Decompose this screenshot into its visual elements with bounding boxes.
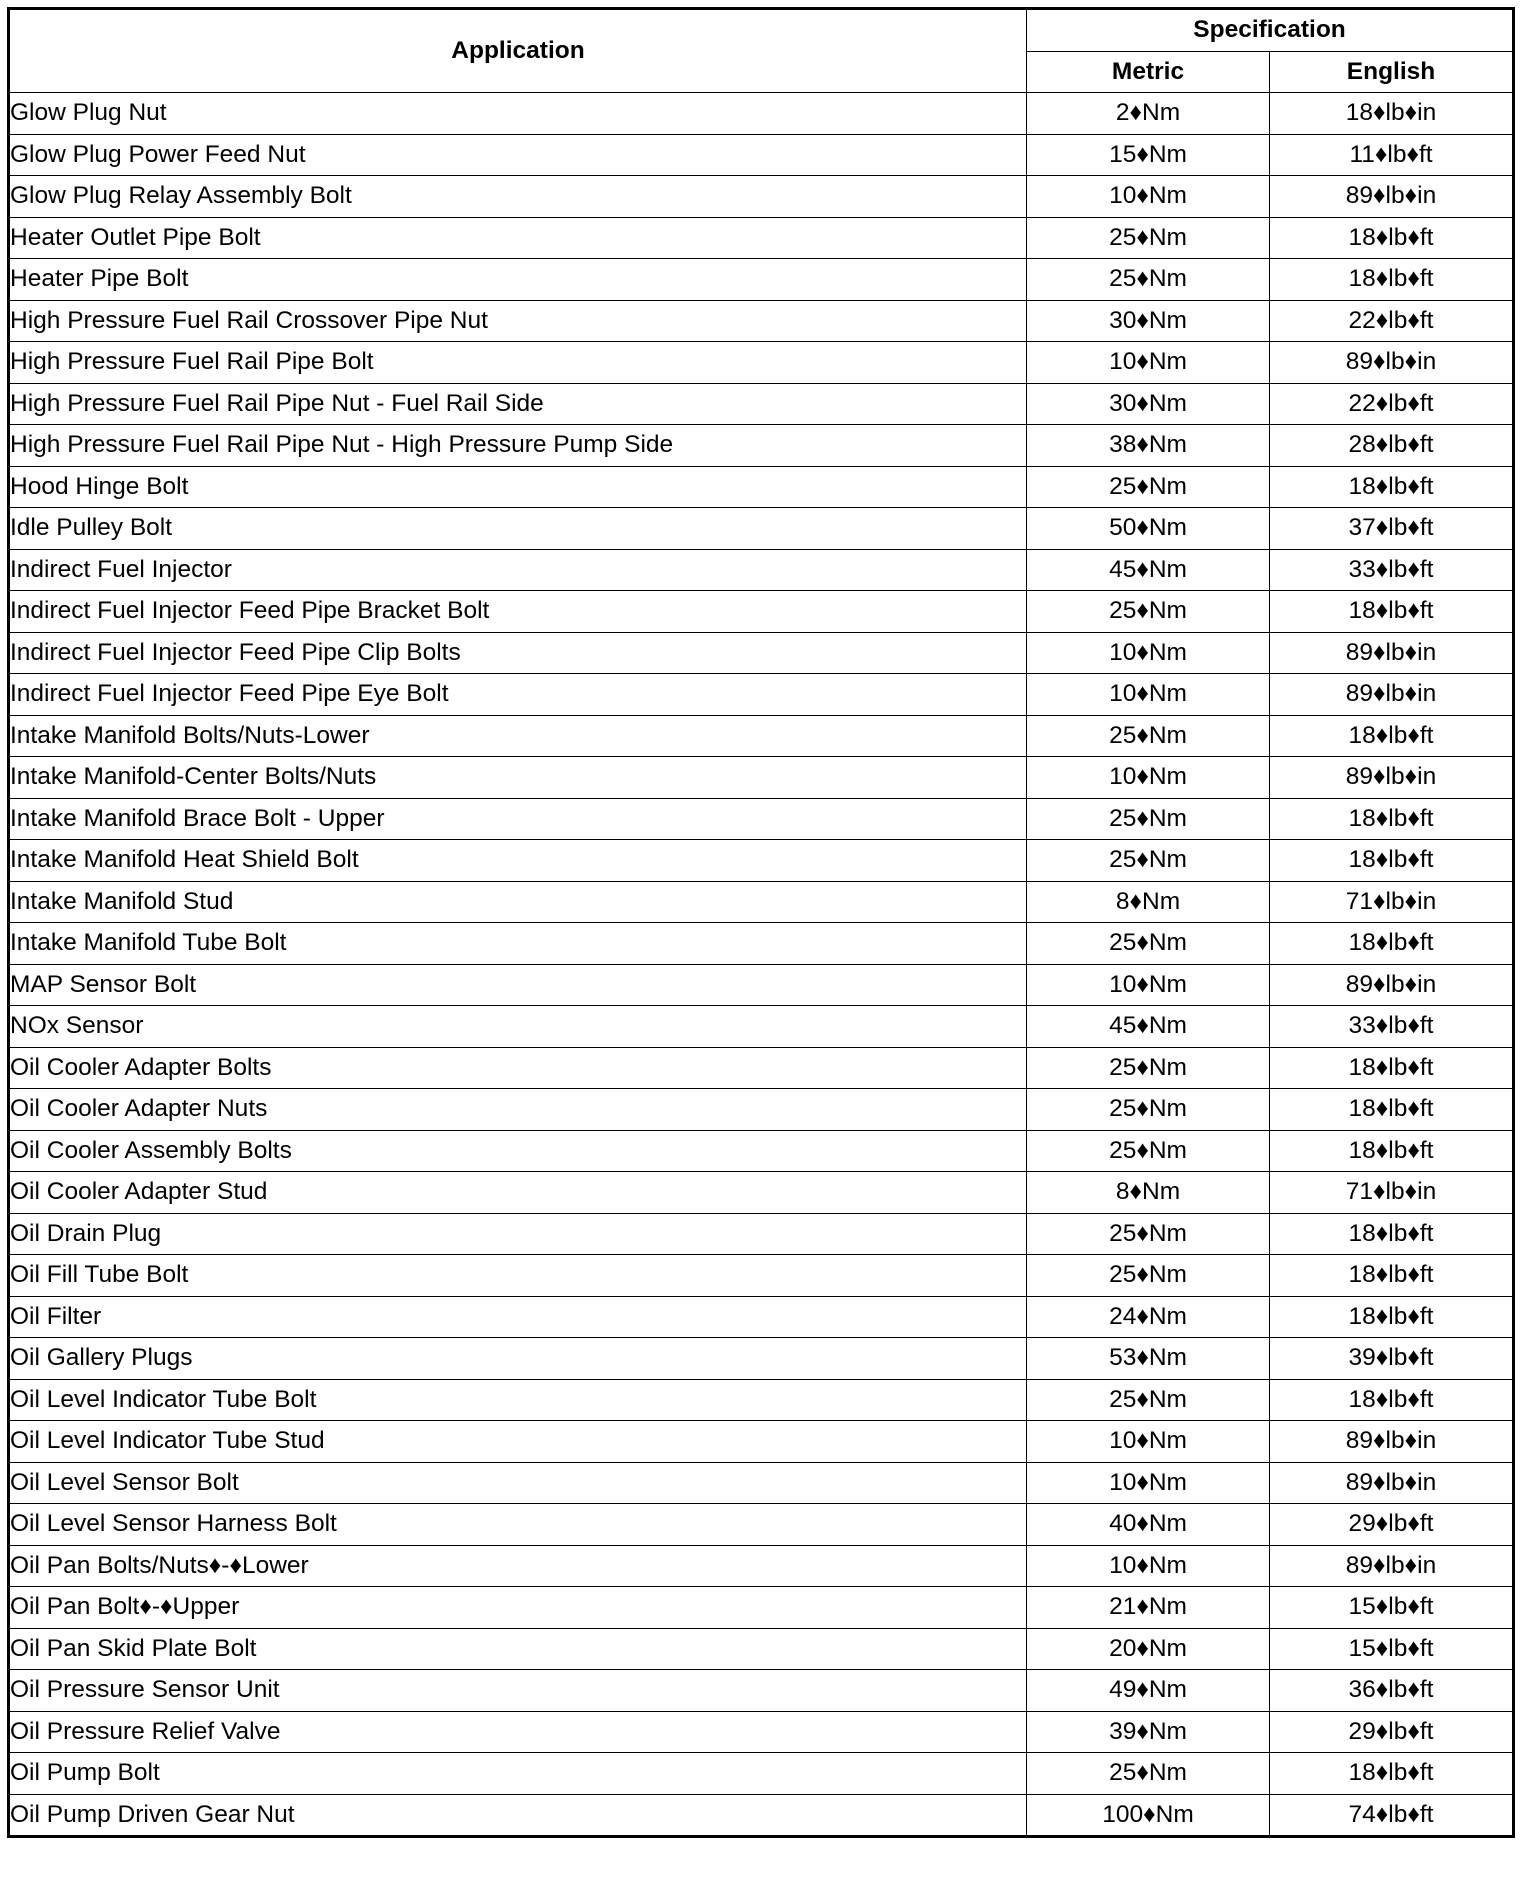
application-cell: Oil Cooler Assembly Bolts [9,1130,1027,1172]
table-row [9,1296,1514,1338]
english-cell: 15♦lb♦ft [1270,1628,1514,1670]
english-cell: 89♦lb♦in [1270,964,1514,1006]
metric-cell: 100♦Nm [1027,1794,1270,1837]
english-cell: 29♦lb♦ft [1270,1504,1514,1546]
metric-cell: 25♦Nm [1027,840,1270,882]
english-cell: 33♦lb♦ft [1270,549,1514,591]
application-cell: Glow Plug Nut [9,93,1027,135]
application-cell: Oil Drain Plug [9,1213,1027,1255]
english-cell: 18♦lb♦ft [1270,259,1514,301]
metric-cell: 10♦Nm [1027,757,1270,799]
table-row [9,1462,1514,1504]
metric-cell: 10♦Nm [1027,632,1270,674]
application-cell: Indirect Fuel Injector Feed Pipe Bracket Bolt [9,591,1027,633]
english-cell: 89♦lb♦in [1270,1462,1514,1504]
metric-cell: 10♦Nm [1027,674,1270,716]
table-row [9,591,1514,633]
application-cell: Oil Level Indicator Tube Bolt [9,1379,1027,1421]
table-row [9,1255,1514,1297]
english-cell: 39♦lb♦ft [1270,1338,1514,1380]
application-cell: Oil Pressure Relief Valve [9,1711,1027,1753]
torque-spec-sheet [7,7,1512,1838]
metric-cell: 25♦Nm [1027,217,1270,259]
metric-column-header: Metric [1027,51,1270,93]
application-cell: Oil Level Indicator Tube Stud [9,1421,1027,1463]
application-cell: Oil Filter [9,1296,1027,1338]
english-cell: 22♦lb♦ft [1270,300,1514,342]
metric-cell: 45♦Nm [1027,549,1270,591]
english-cell: 22♦lb♦ft [1270,383,1514,425]
english-cell: 18♦lb♦ft [1270,591,1514,633]
metric-cell: 40♦Nm [1027,1504,1270,1546]
metric-cell: 25♦Nm [1027,259,1270,301]
application-cell: Idle Pulley Bolt [9,508,1027,550]
metric-cell: 49♦Nm [1027,1670,1270,1712]
application-cell: Intake Manifold Bolts/Nuts-Lower [9,715,1027,757]
english-column-header: English [1270,51,1514,93]
application-cell: Glow Plug Relay Assembly Bolt [9,176,1027,218]
application-cell: Oil Pan Skid Plate Bolt [9,1628,1027,1670]
table-row [9,1338,1514,1380]
application-column-header: Application [9,9,1027,93]
table-row [9,923,1514,965]
table-row [9,1130,1514,1172]
table-row [9,342,1514,384]
english-cell: 89♦lb♦in [1270,176,1514,218]
application-cell: Oil Pump Bolt [9,1753,1027,1795]
table-row [9,466,1514,508]
application-cell: Intake Manifold Stud [9,881,1027,923]
metric-cell: 30♦Nm [1027,300,1270,342]
table-row [9,1379,1514,1421]
english-cell: 29♦lb♦ft [1270,1711,1514,1753]
metric-cell: 25♦Nm [1027,1255,1270,1297]
metric-cell: 25♦Nm [1027,715,1270,757]
metric-cell: 45♦Nm [1027,1006,1270,1048]
table-row [9,1753,1514,1795]
application-cell: Oil Cooler Adapter Nuts [9,1089,1027,1131]
application-cell: Oil Pump Driven Gear Nut [9,1794,1027,1837]
table-row [9,217,1514,259]
application-cell: Hood Hinge Bolt [9,466,1027,508]
table-row [9,300,1514,342]
table-row [9,1545,1514,1587]
metric-cell: 15♦Nm [1027,134,1270,176]
metric-cell: 50♦Nm [1027,508,1270,550]
english-cell: 18♦lb♦ft [1270,1255,1514,1297]
metric-cell: 20♦Nm [1027,1628,1270,1670]
metric-cell: 25♦Nm [1027,466,1270,508]
table-row [9,798,1514,840]
application-cell: Intake Manifold Brace Bolt - Upper [9,798,1027,840]
english-cell: 89♦lb♦in [1270,1421,1514,1463]
english-cell: 18♦lb♦ft [1270,1753,1514,1795]
application-cell: NOx Sensor [9,1006,1027,1048]
table-row [9,1711,1514,1753]
english-cell: 18♦lb♦ft [1270,1379,1514,1421]
application-cell: High Pressure Fuel Rail Pipe Nut - Fuel Rail Side [9,383,1027,425]
english-cell: 89♦lb♦in [1270,632,1514,674]
metric-cell: 25♦Nm [1027,1130,1270,1172]
application-cell: Heater Pipe Bolt [9,259,1027,301]
table-row [9,134,1514,176]
metric-cell: 53♦Nm [1027,1338,1270,1380]
english-cell: 18♦lb♦ft [1270,1047,1514,1089]
application-cell: Glow Plug Power Feed Nut [9,134,1027,176]
application-cell: Heater Outlet Pipe Bolt [9,217,1027,259]
application-cell: Oil Cooler Adapter Bolts [9,1047,1027,1089]
specification-group-header: Specification [1027,9,1514,52]
english-cell: 71♦lb♦in [1270,881,1514,923]
application-cell: Oil Pressure Sensor Unit [9,1670,1027,1712]
metric-cell: 39♦Nm [1027,1711,1270,1753]
table-row [9,425,1514,467]
table-row [9,1628,1514,1670]
english-cell: 89♦lb♦in [1270,342,1514,384]
table-row [9,632,1514,674]
english-cell: 74♦lb♦ft [1270,1794,1514,1837]
metric-cell: 2♦Nm [1027,93,1270,135]
english-cell: 71♦lb♦in [1270,1172,1514,1214]
metric-cell: 10♦Nm [1027,1462,1270,1504]
english-cell: 11♦lb♦ft [1270,134,1514,176]
english-cell: 18♦lb♦in [1270,93,1514,135]
application-cell: Oil Fill Tube Bolt [9,1255,1027,1297]
english-cell: 18♦lb♦ft [1270,1089,1514,1131]
application-cell: MAP Sensor Bolt [9,964,1027,1006]
table-row [9,1587,1514,1629]
english-cell: 18♦lb♦ft [1270,1130,1514,1172]
english-cell: 18♦lb♦ft [1270,715,1514,757]
header-row-top [9,9,1514,52]
application-cell: Indirect Fuel Injector Feed Pipe Eye Bolt [9,674,1027,716]
application-cell: Oil Pan Bolt♦-♦Upper [9,1587,1027,1629]
english-cell: 18♦lb♦ft [1270,466,1514,508]
metric-cell: 10♦Nm [1027,1545,1270,1587]
metric-cell: 8♦Nm [1027,1172,1270,1214]
application-cell: Oil Level Sensor Bolt [9,1462,1027,1504]
metric-cell: 25♦Nm [1027,1089,1270,1131]
metric-cell: 25♦Nm [1027,1047,1270,1089]
metric-cell: 25♦Nm [1027,591,1270,633]
english-cell: 18♦lb♦ft [1270,1296,1514,1338]
table-row [9,383,1514,425]
table-row [9,1794,1514,1837]
metric-cell: 10♦Nm [1027,1421,1270,1463]
english-cell: 33♦lb♦ft [1270,1006,1514,1048]
application-cell: Oil Gallery Plugs [9,1338,1027,1380]
table-row [9,715,1514,757]
table-row [9,1213,1514,1255]
english-cell: 89♦lb♦in [1270,674,1514,716]
table-row [9,176,1514,218]
metric-cell: 25♦Nm [1027,1379,1270,1421]
application-cell: Oil Cooler Adapter Stud [9,1172,1027,1214]
table-body [9,93,1514,1837]
english-cell: 37♦lb♦ft [1270,508,1514,550]
metric-cell: 25♦Nm [1027,1213,1270,1255]
english-cell: 18♦lb♦ft [1270,840,1514,882]
table-row [9,1047,1514,1089]
english-cell: 89♦lb♦in [1270,757,1514,799]
metric-cell: 10♦Nm [1027,964,1270,1006]
metric-cell: 10♦Nm [1027,176,1270,218]
table-row [9,259,1514,301]
application-cell: Indirect Fuel Injector Feed Pipe Clip Bolts [9,632,1027,674]
metric-cell: 38♦Nm [1027,425,1270,467]
table-row [9,549,1514,591]
table-row [9,757,1514,799]
table-row [9,964,1514,1006]
english-cell: 18♦lb♦ft [1270,798,1514,840]
metric-cell: 25♦Nm [1027,923,1270,965]
english-cell: 18♦lb♦ft [1270,1213,1514,1255]
table-row [9,1089,1514,1131]
table-row [9,1172,1514,1214]
english-cell: 18♦lb♦ft [1270,923,1514,965]
table-row [9,508,1514,550]
application-cell: Oil Level Sensor Harness Bolt [9,1504,1027,1546]
table-row [9,1504,1514,1546]
english-cell: 36♦lb♦ft [1270,1670,1514,1712]
application-cell: High Pressure Fuel Rail Crossover Pipe Nut [9,300,1027,342]
english-cell: 28♦lb♦ft [1270,425,1514,467]
metric-cell: 24♦Nm [1027,1296,1270,1338]
english-cell: 18♦lb♦ft [1270,217,1514,259]
metric-cell: 21♦Nm [1027,1587,1270,1629]
torque-spec-table [7,7,1515,1838]
metric-cell: 10♦Nm [1027,342,1270,384]
application-cell: Intake Manifold-Center Bolts/Nuts [9,757,1027,799]
english-cell: 15♦lb♦ft [1270,1587,1514,1629]
table-row [9,93,1514,135]
table-row [9,1421,1514,1463]
table-row [9,881,1514,923]
application-cell: High Pressure Fuel Rail Pipe Bolt [9,342,1027,384]
table-row [9,840,1514,882]
table-row [9,674,1514,716]
metric-cell: 25♦Nm [1027,1753,1270,1795]
table-row [9,1670,1514,1712]
metric-cell: 8♦Nm [1027,881,1270,923]
english-cell: 89♦lb♦in [1270,1545,1514,1587]
metric-cell: 30♦Nm [1027,383,1270,425]
application-cell: Intake Manifold Tube Bolt [9,923,1027,965]
application-cell: High Pressure Fuel Rail Pipe Nut - High Pressure Pump Side [9,425,1027,467]
metric-cell: 25♦Nm [1027,798,1270,840]
table-row [9,1006,1514,1048]
application-cell: Intake Manifold Heat Shield Bolt [9,840,1027,882]
application-cell: Indirect Fuel Injector [9,549,1027,591]
application-cell: Oil Pan Bolts/Nuts♦-♦Lower [9,1545,1027,1587]
